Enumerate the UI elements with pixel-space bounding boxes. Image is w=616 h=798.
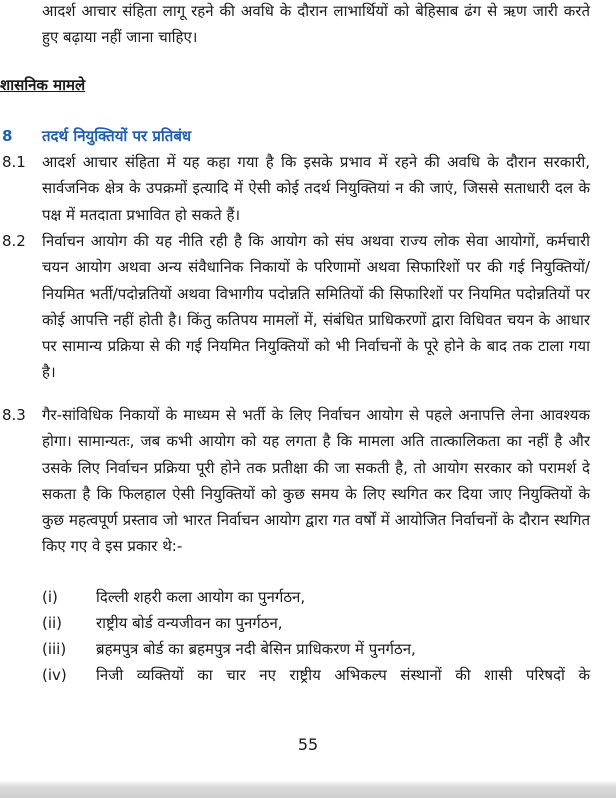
list-item-roman: (ii) [42,614,63,632]
list-item-roman: (iv) [42,666,67,684]
section-heading: शासनिक मामले [0,76,86,94]
paragraph-number: 8.1 [2,153,26,171]
list-item-text: निजी व्यक्तियों का चार नए राष्ट्रीय अभिकल्प संस्थानों की शासी परिषदों के [96,666,590,684]
paragraph-number: 8.3 [2,406,26,424]
page-bottom-edge [0,780,616,798]
list-item [0,636,616,662]
paragraph-text: आदर्श आचार संहिता में यह कहा गया है कि इसके प्रभाव में रहने की अवधि के दौरान सरकारी, सार्वजनिक क्षेत्र के उपक्रमों इत्यादि में ऐसी कोई तदर्थ नियुक्तियां न की जाएं, जिससे सताधारी दल के पक्ष में मतदाता प्रभावित हो सकते हैं। [42,153,590,224]
list-item-roman: (iii) [42,640,67,658]
list-item-text: दिल्ली शहरी कला आयोग का पुनर्गठन, [96,588,306,606]
paragraph-text: निर्वाचन आयोग की यह नीति रही है कि आयोग को संघ अथवा राज्य लोक सेवा आयोगों, कर्मचारी चयन आयोग अथवा अन्य संवैधानिक निकायों के परिणामों अथवा सिफारिशों पर की गई नियुक्तियों/नियमित भर्ती/पदोन्नतियों अथवा विभागीय पदोन्नति समितियों की सिफारिशों पर नियमित पदोन्नतियों पर कोई आपत्ति नहीं होती है। किंतु कतिपय मामलों में, संबंधित प्राधिकरणों द्वारा विधिवत चयन के आधार पर सामान्य प्रक्रिया से की गई नियमित नियुक्तियों को भी निर्वाचनों के पूरे होने के बाद तक टाला गया है। [42,232,590,382]
subsection-title: तदर्थ नियुक्तियों पर प्रतिबंध [42,127,192,145]
list-item-text: राष्ट्रीय बोर्ड वन्यजीवन का पुनर्गठन, [96,614,283,632]
top-paragraph: आदर्श आचार संहिता लागू रहने की अवधि के दौरान लाभार्थियों को बेहिसाब ढंग से ऋण जारी करते हुए बढ़ाया नहीं जाना चाहिए। [42,2,590,47]
page-number: 55 [297,735,319,754]
list-item-roman: (i) [42,588,58,606]
list-item [0,584,616,610]
list-item [0,610,616,636]
paragraph-number: 8.2 [2,232,26,250]
list-item [0,662,616,688]
list-item-text: ब्रहमपुत्र बोर्ड का ब्रहमपुत्र नदी बेसिन प्राधिकरण में पुनर्गठन, [96,640,416,658]
subsection-number: 8 [2,127,13,145]
paragraph-text: गैर-सांविधिक निकायों के माध्यम से भर्ती के लिए निर्वाचन आयोग से पहले अनापत्ति लेना आवश्यक होगा। सामान्यतः, जब कभी आयोग को यह लगता है कि मामला अति तात्कालिकता का नहीं है और उसके लिए निर्वाचन प्रक्रिया पूरी होने तक प्रतीक्षा की जा सकती है, तो आयोग सरकार को परामर्श दे सकता है कि फिलहाल ऐसी नियुक्तियों को कुछ समय के लिए स्थगित कर दिया जाए नियुक्तियों के कुछ महत्वपूर्ण प्रस्ताव जो भारत निर्वाचन आयोग द्वारा गत वर्षों में आयोजित निर्वाचनों के दौरान स्थगित किए गए वे इस प्रकार थे:- [42,406,590,556]
